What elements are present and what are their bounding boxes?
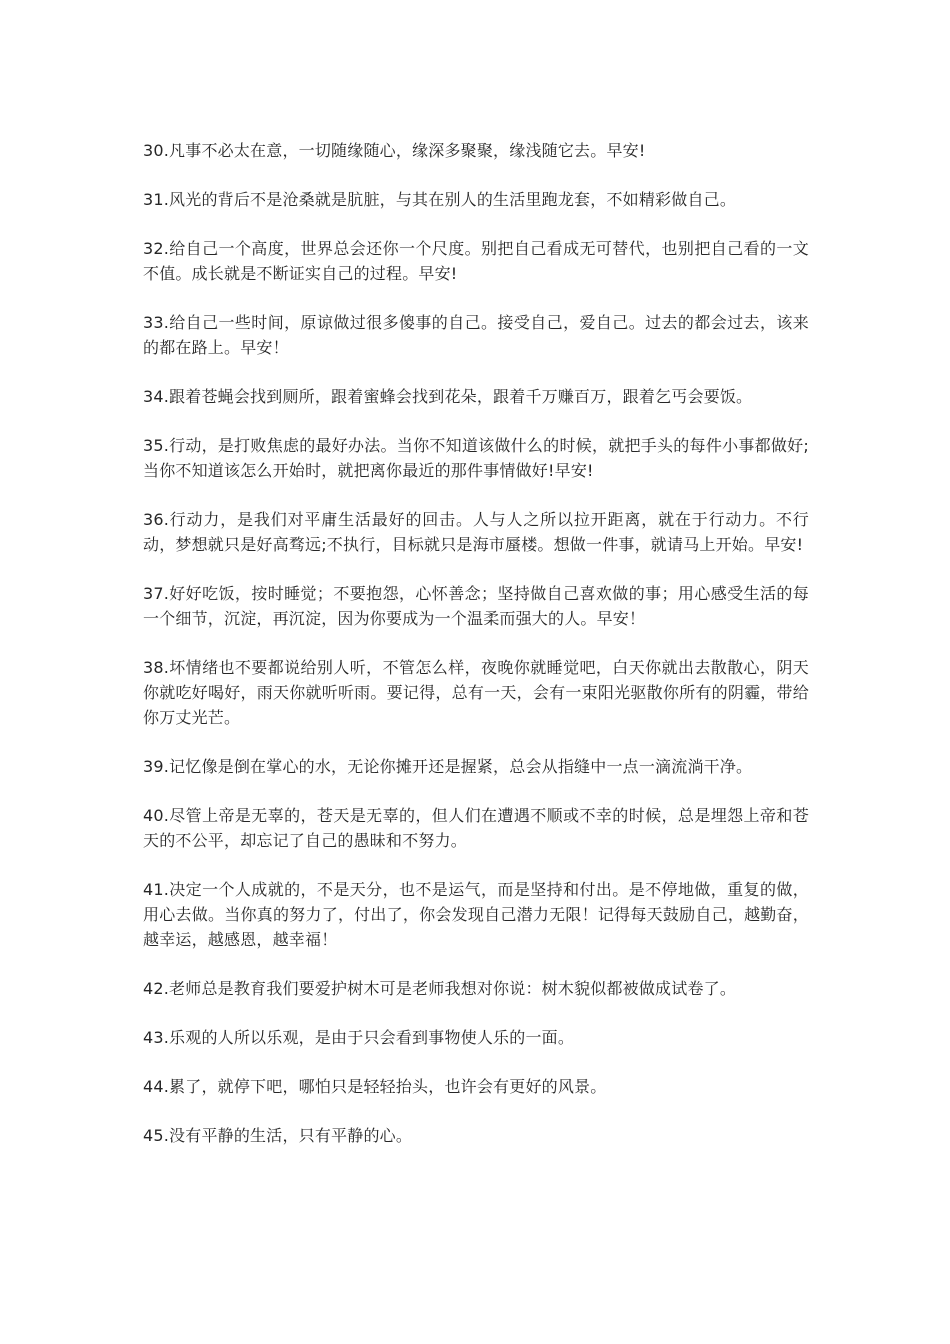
- paragraph-42: 42.老师总是教育我们要爱护树木可是老师我想对你说：树木貌似都被做成试卷了。: [143, 979, 737, 998]
- paragraph-33: 33.给自己一些时间，原谅做过很多傻事的自己。接受自己，爱自己。过去的都会过去，该来的都在路上。早安！: [143, 313, 809, 357]
- paragraph-34: 34.跟着苍蝇会找到厕所，跟着蜜蜂会找到花朵，跟着千万赚百万，跟着乞丐会要饭。: [143, 387, 753, 406]
- paragraph-41: 41.决定一个人成就的，不是天分，也不是运气，而是坚持和付出。是不停地做，重复的做，用心去做。当你真的努力了，付出了，你会发现自己潜力无限！记得每天鼓励自己，越勤奋，越幸运，越感恩，越幸福！: [143, 880, 809, 949]
- paragraph-43: 43.乐观的人所以乐观，是由于只会看到事物使人乐的一面。: [143, 1028, 575, 1047]
- paragraph-40: 40.尽管上帝是无辜的，苍天是无辜的，但人们在遭遇不顺或不幸的时候，总是埋怨上帝和苍天的不公平，却忘记了自己的愚昧和不努力。: [143, 806, 809, 850]
- paragraph-30: 30.凡事不必太在意，一切随缘随心，缘深多聚聚，缘浅随它去。早安!: [143, 141, 646, 160]
- document-body: [143, 138, 809, 1172]
- paragraph-45: 45.没有平静的生活，只有平静的心。: [143, 1126, 413, 1145]
- paragraph-32: 32.给自己一个高度，世界总会还你一个尺度。别把自己看成无可替代，也别把自己看的一文不值。成长就是不断证实自己的过程。早安!: [143, 239, 809, 283]
- paragraph-31: 31.风光的背后不是沧桑就是肮脏，与其在别人的生活里跑龙套，不如精彩做自己。: [143, 190, 737, 209]
- paragraph-37: 37.好好吃饭，按时睡觉；不要抱怨，心怀善念；坚持做自己喜欢做的事；用心感受生活的每一个细节，沉淀，再沉淀，因为你要成为一个温柔而强大的人。早安！: [143, 584, 809, 628]
- paragraph-36: 36.行动力，是我们对平庸生活最好的回击。人与人之所以拉开距离，就在于行动力。不行动，梦想就只是好高骛远;不执行，目标就只是海市蜃楼。想做一件事，就请马上开始。早安!: [143, 510, 809, 554]
- paragraph-38: 38.坏情绪也不要都说给别人听，不管怎么样，夜晚你就睡觉吧，白天你就出去散散心，阴天你就吃好喝好，雨天你就听听雨。要记得，总有一天，会有一束阳光驱散你所有的阴霾，带给你万丈光芒。: [143, 658, 809, 727]
- paragraph-44: 44.累了，就停下吧，哪怕只是轻轻抬头，也许会有更好的风景。: [143, 1077, 607, 1096]
- paragraph-39: 39.记忆像是倒在掌心的水，无论你摊开还是握紧，总会从指缝中一点一滴流淌干净。: [143, 757, 753, 776]
- paragraph-35: 35.行动，是打败焦虑的最好办法。当你不知道该做什么的时候，就把手头的每件小事都做好;当你不知道该怎么开始时，就把离你最近的那件事情做好!早安!: [143, 436, 809, 480]
